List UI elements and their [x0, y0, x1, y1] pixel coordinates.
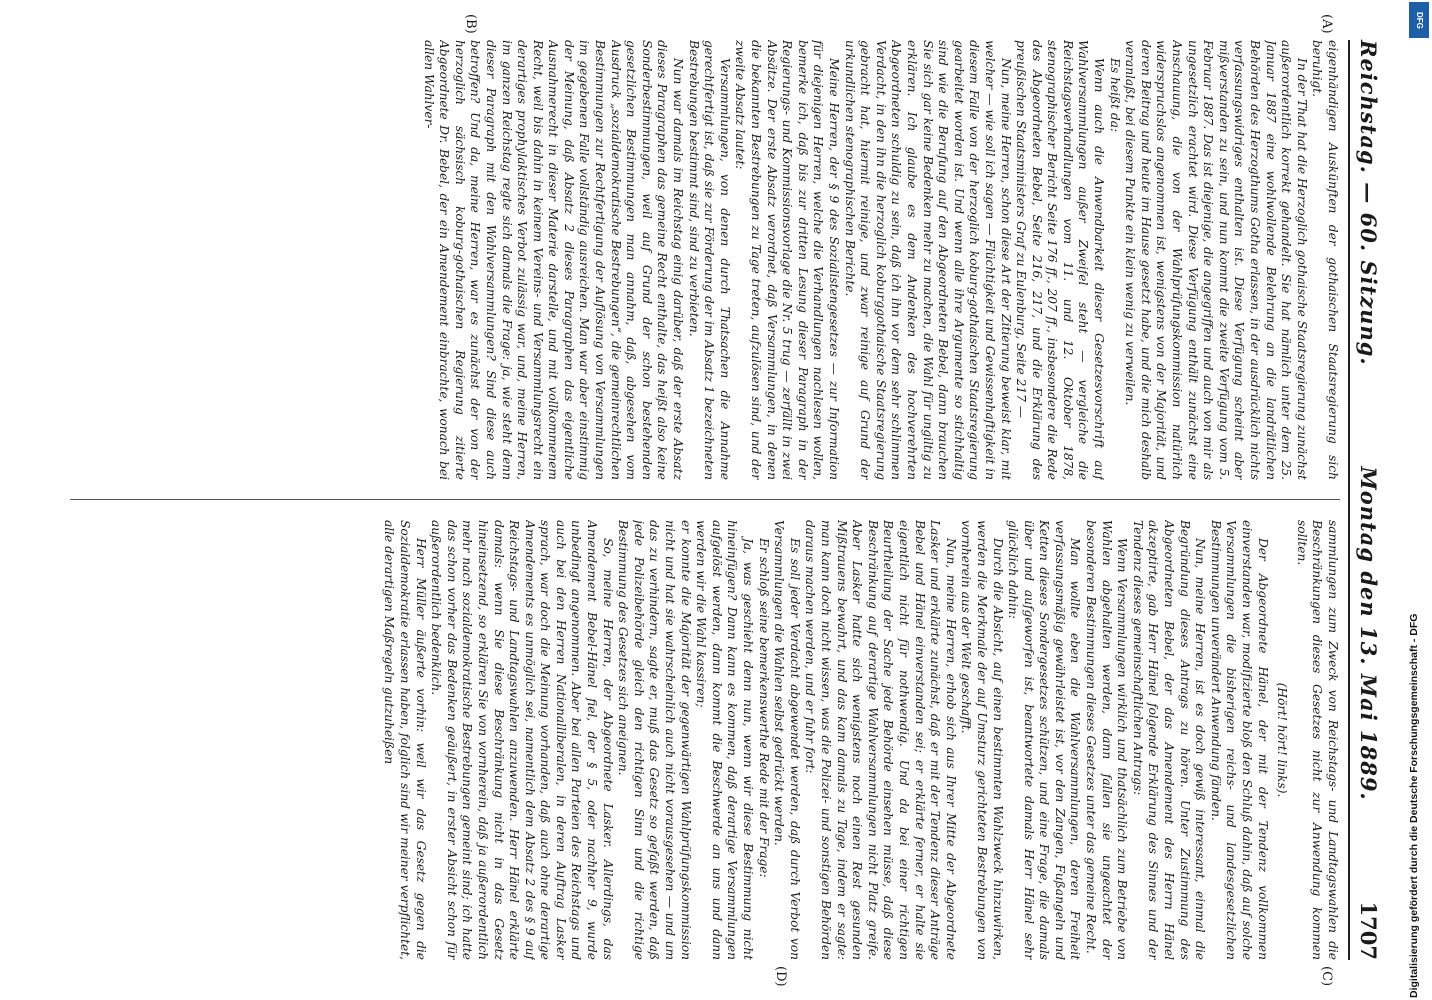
header-date: Montag den 13. Mai 1889. — [1356, 466, 1381, 801]
paragraph: er konnte die Majorität der gegenwärtigen Wahlprüfungskommission nicht und hat sie wahrscheinlich auch nicht vorausgesehen — und um das zu verhindern, sagte er, muß das Gesetz so gefaßt werden, daß jede Polizeibehörde gleich den richtigen Sinn und die richtige Bestimmung des Gesetzes sich aneignen. — [616, 520, 693, 960]
paragraph: eigenhändigen Auskünften der gothaischen Staatsregierung sich beruhigt. — [1310, 40, 1340, 480]
margin-marker-a: (A) — [1319, 14, 1334, 34]
quotation: Ja, was geschieht denn nun, wenn wir diese Bestimmung nicht hineinfügen? Dann kann es kommen, daß derartige Versammlungen aufgelöst werden, dann kommt die Beschwerde an uns und dann werden wir die Wahl kassiren; — [694, 520, 756, 960]
paragraph: sammlungen zum Zweck von Reichstags- und Landtagswahlen die Beschränkungen dieses Gesetzes nicht zur Anwendung kommen sollten. — [1294, 520, 1340, 960]
paragraph: Es heißt da: — [1107, 58, 1122, 133]
header-rule — [1348, 40, 1350, 960]
paragraph: So, meine Herren, der Abgeordnete Lasker. Allerdings, das Amendement Bebel-Hänel fiel, der § 5, oder nachher 9, wurde unbedingt angenommen. Aber bei allen Parteien des Reichstags und auch bei den Herren Nationalliberalen, in deren Auftrag Lasker sprach, war doch die Meinung vorhanden, daß auch ohne derartige Amendements es unmöglich sei, namentlich dem Absatz 2 des § 9 auf Reichstags- und Landtagswahlen anzuwenden. Herr Hänel erklärte damals: wenn Sie diese Beschränkung nicht in das Gesetz hineinsetzend, so erklären Sie von vornherein, daß ja außerordentlich mehr nach sozialdemokratische Bestrebungen gemeint sind; ich hatte das schon vorher das Bedenken geäußert, in erster Absicht schon für außerordentlich bedenklich. — [429, 520, 615, 960]
quotation: Versammlungen, von denen durch Thatsachen die Annahme gerechtfertigt ist, daß sie zur Förderung der im Absatz 1 bezeichneten Bestrebungen bestimmt sind, sind zu verbieten. — [686, 40, 732, 480]
paragraph: Nun war damals im Reichstag einig darüber, daß der erste Absatz dieses Paragraphen das gemeine Recht enthalte, das heißt also keine Sonderbestimmungen, weil auf Grund der schon bestehenden gesetzlichen Bestimmungen man annahm, daß, abgesehen vom Ausdruck „sozialdemokratische Bestrebungen“, die gemeinrechtlichen Bestimmungen zur Rechtfertigung der Auflösung von Versammlungen im gegebenen Falle vollständig ausreichen. Man war aber einstimmig der Meinung, daß Absatz 2 dieses Paragraphen das eigentliche Ausnahmerecht in dieser Materie darstelle, und mit vollkommenem Recht, weil bis dahin in keinem Vereins- und Versammlungsrecht ein derartiges prophylaktisches Verbot zulässig war, und, meine Herren, im ganzen Reichstag regte sich damals die Frage: ja, wie steht denn dieser Paragraph mit den Wahlversammlungen? Sind diese auch betroffen? Und da, meine Herren, war es zunächst der von der herzoglich sächsisch koburg-gothaischen Regierung zitierte Abgeordnete Dr. Bebel, der ein Amendement einbrachte, wonach bei allen Wahlver- — [421, 40, 686, 480]
column-divider — [70, 499, 1340, 500]
rotated-page — [48, 0, 1408, 1000]
left-column — [70, 40, 1340, 480]
paragraph: Der Abgeordnete Hänel, der mit der Tendenz vollkommen einverstanden war, modifizierte bloß den Schluß dahin, daß auf solche Versammlungen die bisherigen reichs- und landesgesetzlichen Bestimmungen unverändert Anwendung fänden. — [1208, 520, 1270, 960]
paragraph: Meine Herren, der § 9 des Sozialistengesetzes — zur Information für diejenigen Herren, welche die Verhandlungen nachlesen wollen, bemerke ich, daß bis zur dritten Lesung dieser Paragraph in der Regierungs- und Kommissionsvorlage die Nr. 5 trug — zerfällt in zwei Absätze. Der erste Absatz verordnet, daß Versammlungen, in denen die bekannten Bestrebungen zu Tage treten, aufzulösen sind, und der zweite Absatz lautet: — [733, 40, 841, 480]
paragraph: Man wollte eben die Wahlversammlungen, deren Freiheit verfassungsmäßig gewährleistet ist, vor den Zangen, Fußangeln und Ketten dieses Sondergesetzes schützen, und eine Frage, die damals über und aufgeworfen ist, beantwortete damals Herr Hänel sehr glücklich dahin: — [1006, 520, 1083, 960]
paragraph: Nun, meine Herren, ist es doch gewiß interessant, einmal die Begründung dieses Antrags zu hören. Unter Zustimmung des Abgeordneten Bebel, der das Amendement des Herrn Hänel akzeptirte, gab Herr Hänel folgende Erklärung des Sinnes und der Tendenz dieses gemeinschaftlichen Antrags: — [1130, 520, 1208, 960]
quotation: Es soll jeder Verdacht abgewendet werden, daß durch Verbot von Versammlungen die Wahlen selbst gedrückt werden. — [772, 520, 802, 960]
interjection: (Hört! hört! links). — [1275, 682, 1290, 798]
quotation: Wenn auch die Anwendbarkeit dieser Gesetzesvorschrift auf Wahlversammlungen außer Zweifel steht — vergleiche die Reichstagsverhandlungen vom 11. und 12. Oktober 1878, stenographischer Bericht Seite 176 ff., 207 ff., insbesondere die Rede des Abgeordneten Bebel, Seite 216, 217, und die Erklärung des preußischen Staatsministers Graf zu Eulenburg, Seite 217 — — [1014, 40, 1107, 480]
paragraph: Herr Müller äußerte vorhin: weil wir das Gesetz gegen die Sozialdemokratie erlassen haben, folglich sind wir meiner verpflichtet, alle derartigen Maßregeln gutzuheißen — [382, 520, 428, 960]
margin-marker-c: (C) — [1319, 966, 1334, 987]
right-column — [70, 520, 1340, 960]
paragraph: In der That hat die Herzoglich gothaische Staatsregierung zunächst außerordentlich korrekt gehandelt. Sie hat nämlich unter dem 25. Januar 1887 eine wohlwollende Belehrung an die landrätlichen Behörden des Herzogthums Gotha erlassen, in der ausdrücklich nichts verfassungswidriges enthalten ist. Diese Verfügung scheint aber mißverstanden zu sein, und nun kommt die zweite Verfügung vom 5. Februar 1887. Das ist diejenige, die angegriffen und auch von mir als ungesetzlich erachtet wird. Diese Verfügung enthält zunächst eine Anschauung, die von der Wahlprüfungskommission natürlich widerspruchslos angenommen ist, wenigstens von der Majorität, und deren Beitrag und heute im Hause gesetzt habe, und die mich deshalb veranlaßt, bei diesem Punkte ein klein wenig zu verweilen. — [1123, 40, 1309, 480]
margin-marker-d: (D) — [773, 966, 788, 987]
header-left: Reichstag. — 60. Sitzung. — [1356, 40, 1381, 366]
digitization-credit: Digitalisierung gefördert durch die Deutsche Forschungsgemeinschaft - DFG — [1408, 613, 1420, 998]
quotation: Wenn Versammlungen wirklich und thatsächlich zum Betriebe von Wahlen abgehalten werden, dann fallen sie ungeachtet der besonderen Bestimmungen dieses Gesetzes unter das gemeine Recht. — [1084, 520, 1130, 960]
page-header — [1356, 40, 1390, 960]
margin-marker-b: (B) — [463, 14, 478, 34]
page-number: 1707 — [1356, 901, 1381, 960]
paragraph: Nun, meine Herren, schon diese Art der Zitierung beweist klar, mit welcher — wie soll ich sagen — Flüchtigkeit und Gewissenhaftigkeit in diesem Falle von der herzoglich koburg-gothaischen Staatsregierung gearbeitet worden ist. Und wenn alle ihre Argumente so stichhaltig sind wie die Berufung auf den Abgeordneten Bebel, dann brauchen Sie sich gar keine Bedenken mehr zu machen, die Wahl für ungiltig zu erklären. Ich glaube es dem Andenken des hochverehrten Abgeordneten schuldig zu sein, daß ich ihn vor dem sehr schlimmen Verdacht, in den ihn die herzoglich koburggothaische Staatsregierung gebracht hat, hiermit reinige, und zwar reinige auf Grund der urkundlichen stenographischen Berichte. — [842, 40, 1013, 480]
quotation: Durch die Absicht, auf einen bestimmten Wahlzweck hinzuwirken, werden die Merkmale der auf Umsturz gerichteten Bestrebungen von vornherein aus der Welt geschafft. — [959, 520, 1005, 960]
paragraph: Er schloß seine bemerkenswerthe Rede mit der Frage: — [756, 538, 771, 878]
paragraph: Nun, meine Herren, erhob sich aus Ihrer Mitte der Abgeordnete Lasker und erklärte zunächst, daß er mit der Tendenz dieser Anträge Bebel und Hänel einverstanden sei; er erklärte ferner, er halte sie eigentlich nicht für nothwendig. Und da bei einer richtigen Beurtheilung der Sache jede Behörde einsehen müsse, daß diese Beschränkung auf derartige Wahlversammlungen nicht Platz greife. Aber Lasker hatte sich wenigstens noch einen Rest gesunden Mißtrauens bewahrt, und das kam damals zu Tage, indem er sagte: man kann doch nicht wissen, was die Polizei- und sonstigen Behörden daraus machen werden, und er fuhr fort: — [803, 520, 958, 960]
dfg-logo: DFG — [1409, 2, 1429, 38]
